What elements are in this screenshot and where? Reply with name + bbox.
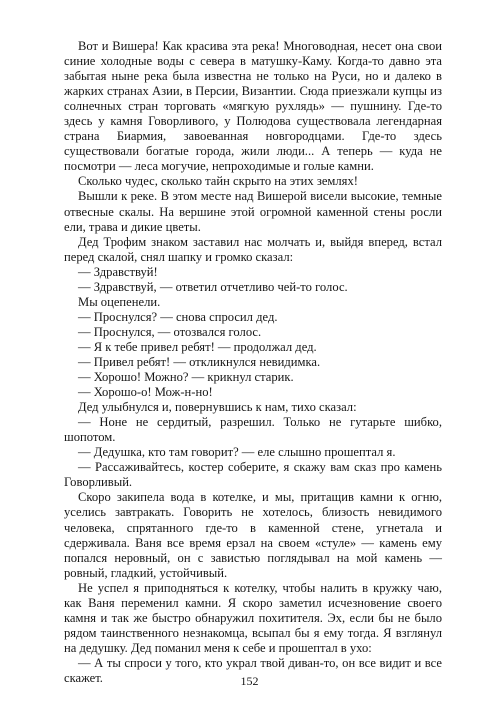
dialogue-line: — А ты спроси у того, кто украл твой диван-то, он все видит и все скажет. [64,655,442,685]
dialogue-line: — Здравствуй! [78,264,158,279]
dialogue-line: — Ноне не сердитый, разрешил. Только не гутарьте шибко, шопотом. [64,415,442,445]
dialogue-line: — Хорошо! Можно? — крикнул старик. [78,370,294,385]
dialogue-line: — Проснулся, — отозвался голос. [78,324,262,339]
paragraph: Не успел я приподняться к котелку, чтобы налить в кружку чаю, как Ваня переменил камни. Я скоро заметил исчезновение своего камня и так же быстро обнаружил похитителя. Эх, если бы не было рядом таинственного незнакомца, всыпал бы я ему тогда. Я взглянул на дедушку. Дед поманил меня к себе и прошептал в ухо: [64,580,442,655]
paragraph: Вышли к реке. В этом месте над Вишерой висели высокие, темные отвесные скалы. На вершине этой огромной каменной стены росли ели, трава и дикие цветы. [64,189,442,234]
dialogue-line: — Проснулся? — снова спросил дед. [78,309,278,324]
paragraph: Мы оцепенели. [78,294,161,309]
page-number: 152 [240,674,259,688]
paragraph: Вот и Вишера! Как красива эта река! Многоводная, несет она свои синие холодные воды с севера в матушку-Каму. Когда-то давно эта забытая ныне река была известна не только на Руси, но и далеко в жарких странах Азии, в Персии, Византии. Сюда приезжали купцы из солнечных стран торговать «мягкую рухлядь» — пушнину. Где-то здесь у камня Говорливого, у Полюдова существовала легендарная страна Биармия, завоеванная новгородцами. Где-то здесь существовали богатые города, жили люди... А теперь — куда не посмотри — леса могучие, непроходимые и голые камни. [64,39,442,174]
dialogue-line: — Я к тебе привел ребят! — продолжал дед. [78,339,317,354]
dialogue-line: — Привел ребят! — откликнулся невидимка. [78,354,321,369]
dialogue-line: — Рассаживайтесь, костер соберите, я скажу вам сказ про камень Говорливый. [64,460,442,490]
paragraph: Скоро закипела вода в котелке, и мы, притащив камни к огню, уселись завтракать. Говорить не хотелось, близость невидимого человека, спрятанного где-то в каменной стене, угнетала и сдерживала. Ваня все время ерзал на своем «стуле» — камень ему попался неровный, он с завистью поглядывал на мой камень — ровный, гладкий, устойчивый. [64,490,442,580]
body-text [64,39,442,686]
paragraph: Сколько чудес, сколько тайн скрыто на этих землях! [78,174,358,189]
paragraph: Дед улыбнулся и, повернувшись к нам, тихо сказал: [78,400,357,415]
paragraph: Дед Трофим знаком заставил нас молчать и, выйдя вперед, встал перед скалой, снял шапку и громко сказал: [64,234,442,264]
dialogue-line: — Здравствуй, — ответил отчетливо чей-то голос. [78,279,348,294]
dialogue-line: — Хорошо-о! Мож-н-но! [78,385,213,400]
dialogue-line: — Дедушка, кто там говорит? — еле слышно прошептал я. [78,445,396,460]
